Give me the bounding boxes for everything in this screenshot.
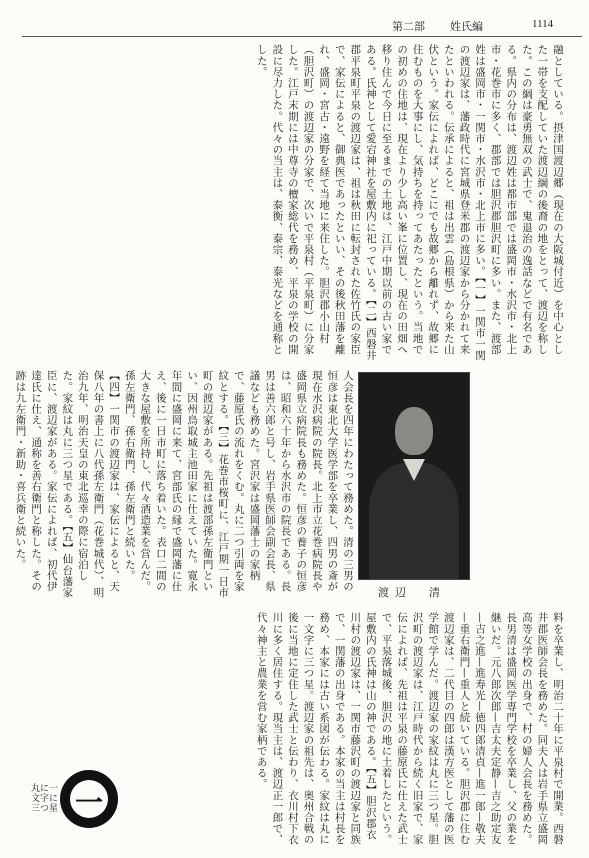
family-crest: [24, 770, 120, 850]
text-block-top: [20, 44, 565, 362]
body-text-top: 融としている。摂津国渡辺郷（現在の大阪城付近）を中心とした一帯を支配していた渡辺綱の後裔の地をとって、渡辺を称した。この綱は豪勇無双の武士で、鬼退治の逸話などで有名である。県内の分布は、渡辺姓は都市部では盛岡市・水沢市・北上市・花巻市に多く、郡部では胆沢郡胆沢町に多い。また、渡部姓は盛岡市・一関市・水沢市・北上市に多い。【一】一関市一関の渡辺家は、藩政時代に宮城県登米郡の渡辺家から分かれて来たといわれる。伝承によると、祖は出雲（島根県）から来た山伏という。家伝によれば、どこにでも故郷から離れず、故郷に住むものを大事にし、気持ちを持ってあたったという。当地での初めの住地は、現在より少し高い峯に位置し、現在の田畑へ移り住んで今日に至るまでの土地は、江戸中期以前の古い家である。氏神として愛宕神社を屋敷内に祀っている。【二】西磐井郡平泉町平泉の渡辺家は、祖は秋田に転封された佐竹氏の家臣で、家伝によると、御典医であったといい、その後秋田藩を離れ、盛岡・宮古・遠野を経て当地に来住した。胆沢郡小山村（胆沢町）の渡辺家の分家で、次いで平泉村（平泉町）に分家した。江戸末期には中尊寺の檀家総代を務め、平泉の学校の開設に尽力した。代々の当主は、泰衡、泰宗、泰光などを通称とした。: [255, 44, 564, 361]
part-label: 第二部: [392, 20, 425, 33]
portrait-photo: [358, 372, 470, 580]
body-text-bottom: 料を卒業し、明治二十年に平泉村で開業。西磐井郡医師会長を務めた。同夫人は岩手県立盛岡高等女学校の出身で、村の婦人会長を務めた。長男清は盛岡医学専門学校を卒業し、父の業を継いだ。元八郎次郎—吉太夫定静—吉之助定友—吉之進—進寿光—徳四郎清貞—進一郎—敬夫—重右衛門—重人と続いている。胆沢郡に住む渡辺家は、二代目の四郎は漢方医として藩の医学館で学んだ。渡辺家の家紋は丸に三つ星。胆沢町の渡辺家は、江戸時代から続く旧家で、家伝によれば、先祖は平泉の藤原氏に仕えた武士で、平泉落城後、胆沢の地に土着したという。屋敷内の氏神は山の神である。【五】胆沢郡衣川村の渡辺家は、一関市藤沢町の渡辺家と同族で、一関藩の出身である。本家の当主は村長を務め、本家には古い系図が伝わる。家紋は丸に一文字に三つ星。渡辺家の祖先は、奥州合戦の後に当地に定住した武士と伝わり、衣川村下衣川に多く居住する。現当主は、渡辺正一郎で、代々神主と農業を営む家柄である。: [255, 612, 564, 846]
page-number: 1114: [532, 18, 554, 30]
crest-icon: [60, 770, 118, 828]
header-rule: [22, 36, 582, 37]
text-block-middle: [14, 370, 355, 602]
crest-label: 丸に一文字に三つ星: [30, 784, 58, 814]
category-label: 姓氏編: [450, 20, 483, 33]
photo-caption: 渡辺 清: [378, 586, 446, 599]
page-header: [0, 12, 589, 34]
body-text-middle: 人会長を四年にわたって務めた。清の三男の恒彦は東北大学医学部を卒業し、四男の斎が現在水沢病院の院長。北上市立花巻病院長や盛岡県立病院長も務めた。恒彦の養子の恒彦は、昭和六十年から水沢市の院長である。長男は善六郎と号し、岩手県医師会副会長、県議なども務めた。宮沢家は盛岡藩士の家柄で、藤原氏の流れをくむ。丸に二つ引両を家紋とする。【三】花巻市桜町に、江戸期一日市町の渡辺家がある。先祖は渡部孫左衛門といい、因州鳥取城主池田家に仕えていた。寛永年間に盛岡に来て、宮部氏の縁で盛岡藩に仕え、後に一日市町に落ち着いた。表口二間の大きな屋敷を所持し、代々酒造業を営んだ。孫左衛門、孫右衛門、孫左衛門と続いた。【四】一関市の渡辺家は、家伝によると、天保八年の書上に八代孫左衛門（花巻城代）、明治九年、明治天皇の東北巡幸の際に宿泊した。家紋は丸に三つ星である。【五】仙台藩家臣に、渡辺家がある。家伝によれば、初代伊達氏に仕え、通称を善右衛門と称した。その跡は九左衛門・新助・喜兵衛と続いた。: [14, 370, 354, 598]
crest-glyph: 一: [74, 786, 103, 819]
